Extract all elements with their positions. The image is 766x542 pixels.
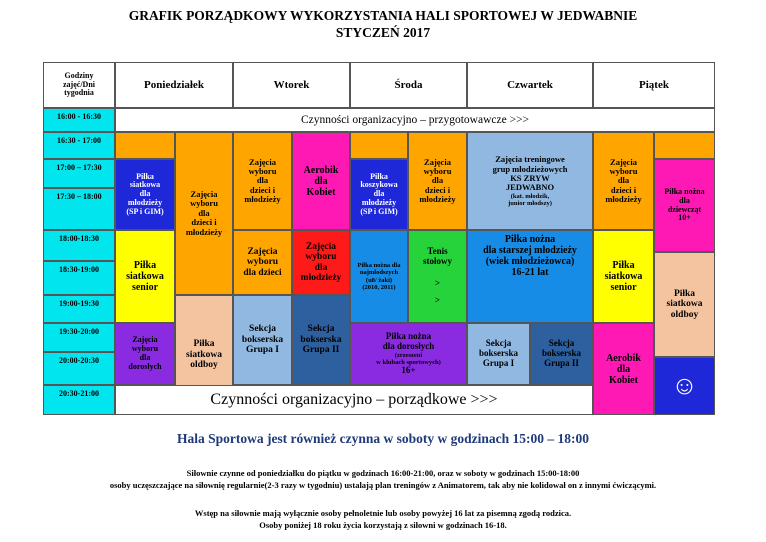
- cell-line: dzieci i: [191, 217, 217, 228]
- cell-line: Piłka nożna: [504, 234, 556, 245]
- cell-line: siatkowa: [666, 299, 703, 310]
- cell-line: Piłka: [133, 260, 157, 271]
- thu-sekcja-bokserska-grupa-2: [530, 323, 593, 385]
- cell-line: młodzieży: [419, 194, 456, 205]
- cell-line: dla: [616, 363, 631, 375]
- wed-zajecia-wyboru: [408, 132, 467, 230]
- cell-line: młodzieży: [127, 197, 163, 207]
- mon-zajecia-wyboru: [175, 132, 233, 295]
- fri-top-filler: [654, 132, 715, 159]
- cell-line: dziewcząt: [667, 204, 702, 214]
- cell-line: Piłka: [673, 288, 696, 299]
- cell-line: Piłka: [612, 260, 635, 271]
- gym-info-line: Osoby poniżej 18 roku życia korzystają z siłowni w godzinach 16-18.: [259, 520, 507, 530]
- time-slot: 18:00-18:30: [43, 230, 115, 261]
- time-slot: 18:30-19:00: [43, 261, 115, 295]
- cell-line: (u8/ żaki): [365, 276, 393, 284]
- cell-line: >: [434, 295, 441, 306]
- cell-line: dla: [139, 189, 151, 199]
- cell-line: bokserska: [241, 334, 284, 345]
- cell-line: dla: [431, 175, 444, 186]
- cell-line: Zajęcia treningowe: [495, 154, 565, 165]
- cell-line: Grupa I: [482, 357, 515, 368]
- cell-line: dla: [198, 207, 210, 218]
- cell-line: grup młodzieżowych: [492, 163, 568, 174]
- wed-top-filler: [350, 132, 408, 159]
- cell-line: Sekcja: [307, 324, 335, 335]
- fri-pilka-siatkowa-oldboy: [654, 252, 715, 357]
- cell-line: młodzieży: [185, 226, 223, 237]
- cell-line: siatkowa: [604, 271, 643, 282]
- cell-line: bokserska: [541, 348, 581, 359]
- cell-line: (2010, 2011): [362, 283, 396, 291]
- cell-line: dla dzieci: [243, 267, 282, 278]
- time-slot: 19:00-19:30: [43, 295, 115, 323]
- cell-line: 16-21 lat: [511, 267, 549, 278]
- gym-info-line: Siłownie czynne od poniedziałku do piątku w godzinach 16:00-21:00, oraz w soboty w godzinach 15:00-18:00: [186, 468, 580, 478]
- smiley-icon: ☺: [654, 357, 715, 415]
- cell-line: dla starszej młodzieży: [483, 245, 577, 256]
- cell-line: Kobiet: [306, 186, 336, 198]
- corner-line: tygodnia: [64, 88, 94, 98]
- cell-line: Sekcja: [548, 338, 575, 349]
- cell-line: Kobiet: [609, 374, 638, 386]
- cell-line: Piłka: [370, 171, 388, 181]
- cell-line: młodzieży: [361, 197, 397, 207]
- cell-line: JEDWABNO: [505, 182, 555, 193]
- wed-tenis-stolowy: [408, 230, 467, 323]
- title-line-2: STYCZEŃ 2017: [335, 25, 431, 40]
- cell-line: dla: [314, 175, 328, 187]
- wed-pilka-koszykowa: [350, 159, 408, 230]
- cell-line: dla: [679, 195, 690, 205]
- cell-line: dzieci i: [249, 184, 276, 195]
- cell-line: (SP i GIM): [360, 206, 398, 216]
- cell-line: Piłka nożna: [664, 186, 705, 196]
- tue-zajecia-wyboru: [233, 132, 292, 230]
- cell-line: wyboru: [423, 165, 452, 176]
- time-slot: 16:30 - 17:00: [43, 132, 115, 159]
- cell-line: 10+: [678, 213, 691, 223]
- wed-pilka-nozna-doroslych: [350, 323, 467, 385]
- header-day-wednesday: Środa: [350, 62, 467, 108]
- cell-line: dla: [314, 262, 328, 273]
- fri-zajecia-wyboru: [593, 132, 654, 230]
- thu-sekcja-bokserska-grupa-1: [467, 323, 530, 385]
- organization-bar-top: Czynności organizacyjno – przygotowawcze >>>: [115, 108, 715, 132]
- tue-sekcja-bokserska-grupa-2: [292, 295, 350, 385]
- saturday-notice: Hala Sportowa jest również czynna w soboty w godzinach 15:00 – 18:00: [176, 431, 590, 446]
- time-slot: 20:00-20:30: [43, 352, 115, 385]
- tue-aerobik: [292, 132, 350, 230]
- header-day-monday: Poniedziałek: [115, 62, 233, 108]
- cell-line: wyboru: [131, 344, 159, 354]
- cell-line: (wiek młodzieżowca): [485, 256, 575, 267]
- mon-pilka-siatkowa-senior: [115, 230, 175, 323]
- cell-line: Zajęcia: [247, 246, 278, 257]
- cell-line: Zajęcia: [249, 156, 276, 167]
- cell-line: dla: [373, 189, 385, 199]
- header-day-friday: Piątek: [593, 62, 715, 108]
- cell-line: Piłka: [193, 339, 215, 350]
- cell-line: Piłka: [136, 171, 154, 181]
- mon-pilka-siatkowa-mlodziezy: [115, 159, 175, 230]
- cell-line: Aerobik: [303, 164, 339, 176]
- cell-line: stołowy: [423, 255, 452, 266]
- cell-line: wyboru: [190, 198, 218, 209]
- wed-pilka-nozna-najmlodszych: [350, 230, 408, 323]
- cell-line: w klubach sportowych): [376, 358, 441, 366]
- thu-zajecia-treningowe: [467, 132, 593, 230]
- cell-line: senior: [131, 282, 159, 293]
- cell-line: KS ZRYW: [510, 172, 550, 183]
- cell-line: Aerobik: [606, 352, 641, 364]
- header-day-thursday: Czwartek: [467, 62, 593, 108]
- cell-line: (zrzeszeni: [394, 351, 423, 359]
- fri-pilka-nozna-dziewczat: [654, 159, 715, 252]
- time-slot: 20:30-21:00: [43, 385, 115, 415]
- fri-pilka-siatkowa-senior: [593, 230, 654, 323]
- cell-line: (kat. młodzik,: [510, 192, 550, 200]
- cell-line: dla: [139, 353, 151, 362]
- cell-line: wyboru: [609, 165, 638, 176]
- cell-line: senior: [610, 282, 637, 293]
- cell-line: Sekcja: [485, 338, 512, 349]
- cell-line: Grupa II: [302, 345, 340, 356]
- cell-line: młodzieży: [300, 272, 342, 283]
- cell-line: Tenis: [427, 245, 448, 256]
- cell-line: wyboru: [248, 165, 277, 176]
- cell-line: oldboy: [670, 309, 699, 320]
- cell-line: dzieci i: [610, 184, 637, 195]
- time-slot: 19:30-20:00: [43, 323, 115, 352]
- cell-line: siatkowa: [129, 180, 161, 190]
- cell-line: koszykowa: [360, 180, 398, 190]
- title-line-1: GRAFIK PORZĄDKOWY WYKORZYSTANIA HALI SPORTOWEJ W JEDWABNIE: [128, 8, 638, 23]
- tue-zajecia-mlodziezy: [292, 230, 350, 295]
- organization-bar-bottom: Czynności organizacyjno – porządkowe >>>: [115, 385, 593, 415]
- cell-line: Sekcja: [249, 324, 276, 335]
- gym-info-line: osoby uczęszczające na siłownię regularnie(2-3 razy w tygodniu) ustalają plan treningów z Animatorem, tak aby nie kolidował on z innymi ćwiczącymi.: [109, 480, 657, 490]
- fri-aerobik: [593, 323, 654, 415]
- cell-line: >: [434, 277, 441, 288]
- cell-line: dla: [617, 175, 630, 186]
- cell-line: dorosłych: [128, 361, 162, 371]
- cell-line: oldboy: [190, 360, 218, 371]
- thu-pilka-nozna-starsza: [467, 230, 593, 323]
- header-corner: [43, 62, 115, 108]
- cell-line: siatkowa: [186, 349, 222, 360]
- time-slot: 17:30 – 18:00: [43, 188, 115, 230]
- mon-top-filler: [115, 132, 175, 159]
- cell-line: młodzieży: [605, 194, 642, 205]
- schedule-grid: [43, 62, 715, 415]
- cell-line: dzieci i: [424, 184, 451, 195]
- corner-line: Godziny: [64, 70, 94, 80]
- cell-line: najmłodszych: [359, 269, 399, 277]
- cell-line: Zajęcia: [132, 335, 158, 345]
- tue-sekcja-bokserska-grupa-1: [233, 295, 292, 385]
- cell-line: Grupa I: [246, 345, 279, 356]
- cell-line: dla dorosłych: [382, 340, 435, 351]
- cell-line: wyboru: [246, 257, 279, 268]
- cell-line: Grupa II: [544, 357, 579, 368]
- cell-line: Zajęcia: [190, 189, 218, 200]
- cell-line: wyboru: [305, 252, 337, 263]
- cell-line: bokserska: [478, 348, 518, 359]
- corner-line: zajęć/Dni: [63, 79, 95, 89]
- cell-line: junior młodszy): [508, 199, 552, 207]
- cell-line: 16+: [401, 365, 416, 376]
- gym-info-line: Wstęp na siłownie mają wyłącznie osoby pełnoletnie lub osoby powyżej 16 lat za pisemną zgodą rodzica.: [194, 508, 572, 518]
- time-slot: 17:00 – 17:30: [43, 159, 115, 188]
- header-day-tuesday: Wtorek: [233, 62, 350, 108]
- time-slot: 16:00 - 16:30: [43, 108, 115, 132]
- cell-line: Zajęcia: [610, 156, 637, 167]
- cell-line: (SP i GIM): [126, 206, 164, 216]
- cell-line: Piłka nożna: [385, 331, 432, 342]
- cell-line: młodzieży: [244, 194, 281, 205]
- tue-zajecia-dzieci: [233, 230, 292, 295]
- cell-line: dla: [256, 175, 269, 186]
- mon-zajecia-doroslych: [115, 323, 175, 385]
- cell-line: bokserska: [300, 334, 342, 345]
- cell-line: Zajęcia: [424, 156, 451, 167]
- cell-line: siatkowa: [126, 271, 164, 282]
- cell-line: Piłka nożna dla: [357, 262, 401, 270]
- cell-line: Zajęcia: [305, 241, 337, 252]
